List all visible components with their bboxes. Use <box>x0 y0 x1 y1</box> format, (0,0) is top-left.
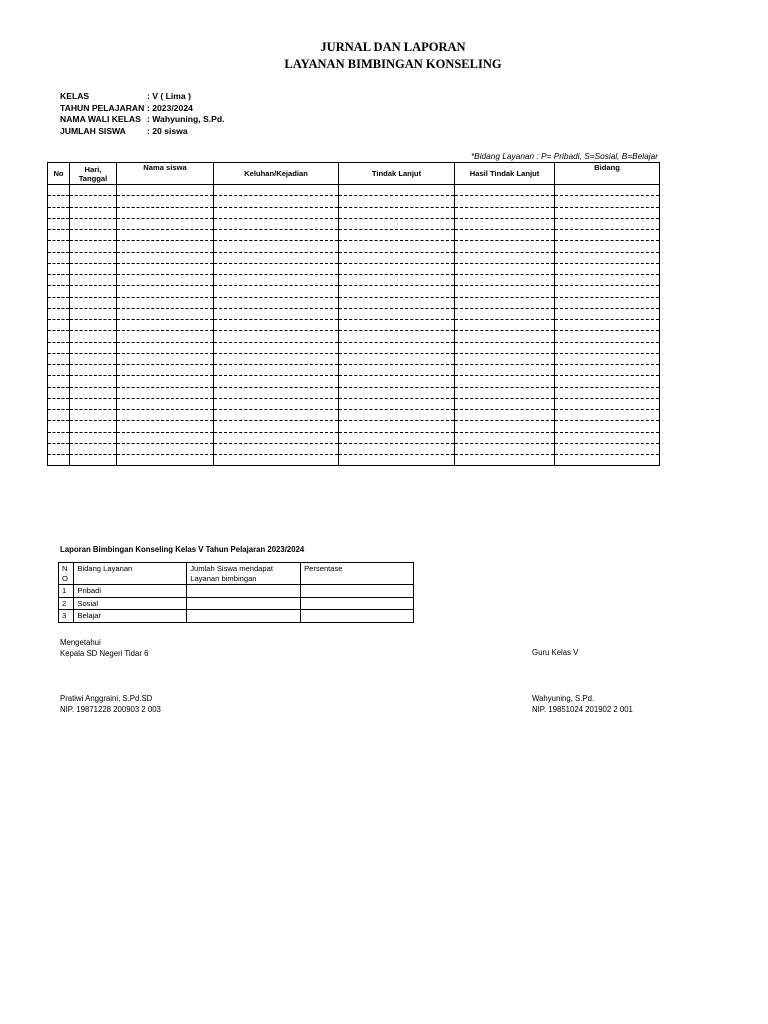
report-row-belajar <box>59 610 414 623</box>
journal-cell <box>48 196 70 207</box>
journal-cell <box>555 376 660 387</box>
journal-cell <box>455 185 555 196</box>
journal-cell <box>214 421 339 432</box>
sign-left-mengetahui: Mengetahui <box>60 638 101 647</box>
journal-cell <box>555 185 660 196</box>
journal-cell <box>70 297 117 308</box>
journal-cell <box>48 398 70 409</box>
journal-cell <box>339 308 455 319</box>
journal-cell <box>455 398 555 409</box>
journal-cell <box>117 275 214 286</box>
journal-cell <box>214 263 339 274</box>
journal-cell <box>48 421 70 432</box>
journal-cell <box>555 455 660 466</box>
journal-cell <box>214 320 339 331</box>
report-cell-bidang: Sosial <box>74 597 187 610</box>
report-header-row <box>59 563 414 585</box>
journal-cell <box>214 308 339 319</box>
journal-cell <box>555 387 660 398</box>
journal-row <box>48 432 660 443</box>
journal-cell <box>70 353 117 364</box>
journal-row <box>48 365 660 376</box>
journal-cell <box>70 331 117 342</box>
journal-cell <box>117 376 214 387</box>
col-header-bidang: Bidang <box>555 163 660 185</box>
journal-cell <box>455 297 555 308</box>
journal-cell <box>70 398 117 409</box>
journal-cell <box>555 308 660 319</box>
journal-cell <box>117 331 214 342</box>
journal-row <box>48 331 660 342</box>
journal-row <box>48 286 660 297</box>
journal-row <box>48 376 660 387</box>
journal-cell <box>555 275 660 286</box>
journal-row <box>48 218 660 229</box>
journal-cell <box>339 286 455 297</box>
journal-cell <box>117 286 214 297</box>
journal-cell <box>339 196 455 207</box>
journal-cell <box>48 185 70 196</box>
signature-right-name <box>532 694 633 715</box>
journal-cell <box>70 308 117 319</box>
journal-cell <box>339 207 455 218</box>
sign-right-position: Guru Kelas V <box>532 648 579 657</box>
info-label: KELAS <box>60 91 90 101</box>
journal-cell <box>214 286 339 297</box>
journal-cell <box>555 398 660 409</box>
journal-cell <box>555 263 660 274</box>
signature-left-name <box>60 694 161 715</box>
journal-cell <box>214 365 339 376</box>
journal-cell <box>48 218 70 229</box>
journal-cell <box>339 230 455 241</box>
journal-row <box>48 263 660 274</box>
journal-cell <box>48 230 70 241</box>
journal-cell <box>48 410 70 421</box>
journal-cell <box>48 252 70 263</box>
journal-cell <box>117 365 214 376</box>
journal-cell <box>339 185 455 196</box>
journal-cell <box>48 455 70 466</box>
journal-cell <box>70 320 117 331</box>
report-cell-jumlah <box>187 597 301 610</box>
col-header-nama-siswa: Nama siswa <box>117 163 214 185</box>
journal-cell <box>339 241 455 252</box>
journal-row <box>48 387 660 398</box>
journal-row <box>48 421 660 432</box>
info-row-jumlah <box>60 126 225 138</box>
sign-left-position: Kepala SD Negeri Tidar 6 <box>60 648 149 658</box>
journal-cell <box>339 218 455 229</box>
report-cell-persentase <box>301 610 414 623</box>
journal-cell <box>214 196 339 207</box>
journal-cell <box>70 230 117 241</box>
journal-cell <box>455 320 555 331</box>
journal-cell <box>117 252 214 263</box>
journal-cell <box>48 342 70 353</box>
journal-cell <box>339 398 455 409</box>
journal-cell <box>48 275 70 286</box>
journal-cell <box>339 443 455 454</box>
journal-cell <box>70 432 117 443</box>
report-cell-no: 3 <box>59 610 74 623</box>
journal-cell <box>455 241 555 252</box>
journal-cell <box>214 275 339 286</box>
journal-cell <box>555 365 660 376</box>
sign-left-nip: NIP. 19871228 200903 2 003 <box>60 704 161 714</box>
journal-cell <box>339 376 455 387</box>
journal-cell <box>455 263 555 274</box>
journal-cell <box>117 353 214 364</box>
journal-cell <box>555 286 660 297</box>
journal-row <box>48 207 660 218</box>
journal-cell <box>455 353 555 364</box>
report-header-jumlah: Jumlah Siswa mendapat Layanan bimbingan <box>187 563 301 585</box>
journal-cell <box>70 275 117 286</box>
journal-cell <box>117 387 214 398</box>
journal-cell <box>48 443 70 454</box>
journal-cell <box>117 320 214 331</box>
journal-cell <box>117 432 214 443</box>
sign-right-name: Wahyuning, S.Pd. <box>532 694 595 703</box>
report-cell-no: 2 <box>59 597 74 610</box>
journal-header-row <box>48 163 660 185</box>
journal-row <box>48 230 660 241</box>
journal-cell <box>339 252 455 263</box>
journal-cell <box>70 387 117 398</box>
col-header-hari-tanggal: Hari, Tanggal <box>70 163 117 185</box>
journal-cell <box>48 308 70 319</box>
journal-row <box>48 275 660 286</box>
signature-right <box>532 648 578 659</box>
journal-row <box>48 342 660 353</box>
journal-cell <box>70 365 117 376</box>
journal-cell <box>70 196 117 207</box>
journal-cell <box>455 376 555 387</box>
journal-row <box>48 410 660 421</box>
journal-cell <box>339 455 455 466</box>
journal-cell <box>455 275 555 286</box>
journal-row <box>48 308 660 319</box>
journal-cell <box>339 421 455 432</box>
report-cell-persentase <box>301 597 414 610</box>
report-header-no: N O <box>59 563 74 585</box>
journal-cell <box>555 443 660 454</box>
journal-cell <box>70 342 117 353</box>
report-row-sosial <box>59 597 414 610</box>
journal-cell <box>555 320 660 331</box>
journal-cell <box>117 410 214 421</box>
journal-cell <box>70 207 117 218</box>
journal-cell <box>339 342 455 353</box>
info-label: JUMLAH SISWA <box>60 126 126 137</box>
journal-cell <box>214 185 339 196</box>
journal-cell <box>48 241 70 252</box>
report-row-pribadi <box>59 585 414 598</box>
report-cell-no: 1 <box>59 585 74 598</box>
journal-cell <box>214 432 339 443</box>
journal-cell <box>48 263 70 274</box>
report-header-bidang: Bidang Layanan <box>74 563 187 585</box>
class-info <box>60 91 225 138</box>
journal-cell <box>455 286 555 297</box>
journal-cell <box>214 241 339 252</box>
journal-cell <box>70 421 117 432</box>
journal-cell <box>70 241 117 252</box>
col-header-no: No <box>48 163 70 185</box>
report-cell-bidang: Belajar <box>74 610 187 623</box>
journal-cell <box>339 275 455 286</box>
journal-row <box>48 455 660 466</box>
report-table <box>58 562 414 623</box>
journal-cell <box>455 308 555 319</box>
journal-cell <box>214 297 339 308</box>
journal-cell <box>455 365 555 376</box>
journal-cell <box>555 421 660 432</box>
info-row-wali <box>60 114 225 126</box>
journal-cell <box>214 443 339 454</box>
journal-cell <box>455 432 555 443</box>
journal-cell <box>117 308 214 319</box>
report-cell-persentase <box>301 585 414 598</box>
journal-cell <box>339 365 455 376</box>
journal-cell <box>455 331 555 342</box>
journal-table <box>47 162 660 466</box>
journal-cell <box>214 410 339 421</box>
journal-cell <box>214 230 339 241</box>
journal-cell <box>214 218 339 229</box>
journal-cell <box>455 207 555 218</box>
journal-cell <box>455 196 555 207</box>
journal-cell <box>48 297 70 308</box>
journal-cell <box>555 196 660 207</box>
journal-cell <box>70 376 117 387</box>
journal-row <box>48 196 660 207</box>
col-header-hasil: Hasil Tindak Lanjut <box>455 163 555 185</box>
journal-cell <box>48 286 70 297</box>
journal-cell <box>48 387 70 398</box>
journal-cell <box>48 365 70 376</box>
journal-cell <box>117 230 214 241</box>
journal-cell <box>117 241 214 252</box>
sign-left-name: Pratiwi Anggraini, S.Pd.SD <box>60 694 153 703</box>
journal-cell <box>555 331 660 342</box>
journal-cell <box>455 387 555 398</box>
journal-cell <box>70 455 117 466</box>
journal-cell <box>455 443 555 454</box>
journal-cell <box>555 342 660 353</box>
doc-title-line2: LAYANAN BIMBINGAN KONSELING <box>284 57 502 71</box>
journal-cell <box>48 432 70 443</box>
journal-cell <box>339 320 455 331</box>
journal-body <box>48 185 660 466</box>
journal-cell <box>48 207 70 218</box>
report-header-persentase: Persentase <box>301 563 414 585</box>
journal-cell <box>214 398 339 409</box>
journal-cell <box>70 286 117 297</box>
journal-cell <box>214 342 339 353</box>
journal-cell <box>339 432 455 443</box>
journal-cell <box>117 196 214 207</box>
info-label: TAHUN PELAJARAN <box>60 102 145 113</box>
journal-cell <box>70 410 117 421</box>
journal-cell <box>48 353 70 364</box>
journal-cell <box>48 376 70 387</box>
journal-cell <box>555 218 660 229</box>
journal-row <box>48 398 660 409</box>
doc-title-line1: JURNAL DAN LAPORAN <box>320 40 466 54</box>
journal-row <box>48 297 660 308</box>
journal-cell <box>214 252 339 263</box>
journal-cell <box>555 410 660 421</box>
report-cell-jumlah <box>187 610 301 623</box>
journal-cell <box>339 263 455 274</box>
journal-cell <box>70 218 117 229</box>
journal-cell <box>117 455 214 466</box>
info-row-tahun <box>60 103 225 115</box>
journal-row <box>48 443 660 454</box>
journal-cell <box>70 185 117 196</box>
info-value: : 2023/2024 <box>147 102 193 113</box>
col-header-keluhan: Keluhan/Kejadian <box>214 163 339 185</box>
journal-cell <box>455 218 555 229</box>
sign-right-nip: NIP. 19851024 201902 2 001 <box>532 704 633 714</box>
journal-cell <box>214 207 339 218</box>
journal-cell <box>117 185 214 196</box>
journal-cell <box>70 263 117 274</box>
journal-cell <box>455 410 555 421</box>
journal-cell <box>214 387 339 398</box>
journal-cell <box>455 342 555 353</box>
info-value: : 20 siswa <box>147 126 188 137</box>
journal-cell <box>555 252 660 263</box>
journal-cell <box>70 252 117 263</box>
journal-cell <box>48 320 70 331</box>
journal-cell <box>339 353 455 364</box>
journal-cell <box>70 443 117 454</box>
journal-row <box>48 241 660 252</box>
report-title: Laporan Bimbingan Konseling Kelas V Tahun Pelajaran 2023/2024 <box>60 545 305 554</box>
journal-cell <box>339 410 455 421</box>
journal-cell <box>48 331 70 342</box>
journal-cell <box>117 398 214 409</box>
journal-cell <box>555 230 660 241</box>
journal-cell <box>117 207 214 218</box>
journal-cell <box>455 421 555 432</box>
journal-cell <box>117 421 214 432</box>
info-row-kelas <box>60 91 225 103</box>
info-label: NAMA WALI KELAS <box>60 114 141 125</box>
report-cell-jumlah <box>187 585 301 598</box>
journal-cell <box>455 455 555 466</box>
col-header-tindak-lanjut: Tindak Lanjut <box>339 163 455 185</box>
journal-cell <box>117 263 214 274</box>
journal-cell <box>339 331 455 342</box>
journal-cell <box>455 252 555 263</box>
journal-cell <box>214 353 339 364</box>
journal-cell <box>214 376 339 387</box>
journal-cell <box>555 207 660 218</box>
journal-cell <box>117 297 214 308</box>
journal-cell <box>117 443 214 454</box>
journal-cell <box>455 230 555 241</box>
journal-row <box>48 252 660 263</box>
signature-left <box>60 638 148 659</box>
journal-cell <box>555 241 660 252</box>
journal-row <box>48 320 660 331</box>
journal-cell <box>555 432 660 443</box>
journal-cell <box>339 387 455 398</box>
journal-cell <box>555 297 660 308</box>
journal-cell <box>214 455 339 466</box>
journal-cell <box>339 297 455 308</box>
journal-cell <box>555 353 660 364</box>
journal-row <box>48 185 660 196</box>
journal-row <box>48 353 660 364</box>
info-value: : Wahyuning, S.Pd. <box>147 114 225 125</box>
info-value: : V ( Lima ) <box>147 91 191 101</box>
journal-cell <box>117 218 214 229</box>
bidang-legend-note: *Bidang Layanan : P= Pribadi, S=Sosial, B=Belajar <box>470 151 658 161</box>
journal-cell <box>117 342 214 353</box>
report-cell-bidang: Pribadi <box>74 585 187 598</box>
journal-cell <box>214 331 339 342</box>
